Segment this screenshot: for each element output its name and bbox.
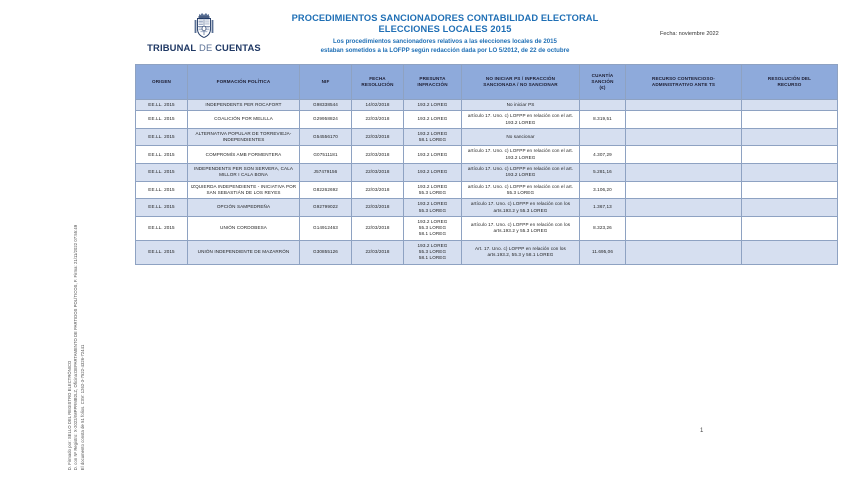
sanctions-table bbox=[135, 64, 838, 265]
cell-origen: EE.LL. 2015 bbox=[136, 146, 188, 164]
cell-formacion-politica: IZQUIERDA INDEPENDIENTE - INICIATIVA POR SAN SEBASTIÁN DE LOS REYES bbox=[188, 181, 300, 199]
cell-presunta-infraccion: 193.2 LOREG 55.3 LOREG bbox=[404, 181, 462, 199]
column-header-recurso-contencioso: RECURSO CONTENCIOSO- ADMINISTRATIVO ANTE TS bbox=[626, 65, 742, 100]
column-header-resolucion-recurso: RESOLUCIÓN DEL RECURSO bbox=[742, 65, 838, 100]
page-subtitle-line-1: Los procedimientos sancionadores relativos a las elecciones locales de 2015 bbox=[333, 38, 557, 46]
logo-word-de: DE bbox=[196, 42, 216, 53]
cell-fecha-resolucion: 22/03/2018 bbox=[352, 216, 404, 240]
cell-origen: EE.LL. 2015 bbox=[136, 128, 188, 146]
cell-fecha-resolucion: 22/03/2018 bbox=[352, 199, 404, 217]
cell-origen: EE.LL. 2015 bbox=[136, 164, 188, 182]
cell-no-iniciar-ps: No sancionar bbox=[462, 128, 580, 146]
registry-stamp-line-1: D. Firmado por: SELLO DEL REGISTRO ELECTRÓNICO bbox=[66, 360, 72, 470]
cell-recurso-contencioso bbox=[626, 146, 742, 164]
institution-logo-text bbox=[138, 42, 270, 53]
cell-fecha-resolucion: 22/03/2018 bbox=[352, 181, 404, 199]
cell-fecha-resolucion: 22/03/2018 bbox=[352, 128, 404, 146]
page-title-line-2: ELECCIONES LOCALES 2015 bbox=[378, 24, 512, 35]
cell-origen: EE.LL. 2015 bbox=[136, 199, 188, 217]
cell-fecha-resolucion: 22/03/2018 bbox=[352, 164, 404, 182]
cell-nif: G92799022 bbox=[300, 199, 352, 217]
cell-presunta-infraccion: 193.2 LOREG bbox=[404, 146, 462, 164]
cell-cuantia-sancion: 11.695,06 bbox=[580, 240, 626, 264]
cell-no-iniciar-ps: artículo 17. Uno. c) LOFPP en relación con el art. 193.2 LOREG bbox=[462, 146, 580, 164]
cell-no-iniciar-ps: artículo 17. Uno. c) LOFPP en relación con los arts.193.2 y 55.3 LOREG bbox=[462, 216, 580, 240]
cell-recurso-contencioso bbox=[626, 216, 742, 240]
table-row bbox=[136, 216, 838, 240]
cell-resolucion-recurso bbox=[742, 240, 838, 264]
cell-resolucion-recurso bbox=[742, 100, 838, 111]
cell-presunta-infraccion: 193.2 LOREG 55.3 LOREG bbox=[404, 199, 462, 217]
cell-fecha-resolucion: 22/03/2018 bbox=[352, 111, 404, 129]
cell-formacion-politica: UNIÓN INDEPENDIENTE DE MAZARRÓN bbox=[188, 240, 300, 264]
cell-cuantia-sancion: 4.307,29 bbox=[580, 146, 626, 164]
cell-cuantia-sancion: 8.323,26 bbox=[580, 216, 626, 240]
cell-nif: G54556170 bbox=[300, 128, 352, 146]
cell-resolucion-recurso bbox=[742, 111, 838, 129]
cell-presunta-infraccion: 193.2 LOREG 58.1 LOREG bbox=[404, 128, 462, 146]
cell-presunta-infraccion: 193.2 LOREG bbox=[404, 164, 462, 182]
cell-no-iniciar-ps: artículo 17. Uno. c) LOFPP en relación con los arts.193.2 y 55.3 LOREG bbox=[462, 199, 580, 217]
document-date: Fecha: noviembre 2022 bbox=[660, 31, 719, 37]
cell-formacion-politica: OPCIÓN SAMPEDREÑA bbox=[188, 199, 300, 217]
cell-presunta-infraccion: 193.2 LOREG bbox=[404, 111, 462, 129]
logo-word-cuentas: CUENTAS bbox=[215, 42, 261, 53]
institution-logo bbox=[138, 11, 270, 53]
cell-cuantia-sancion: 3.106,20 bbox=[580, 181, 626, 199]
registry-stamp-text bbox=[67, 10, 86, 470]
table-row bbox=[136, 100, 838, 111]
registry-stamp bbox=[0, 0, 120, 480]
page-number: 1 bbox=[700, 428, 704, 434]
cell-origen: EE.LL. 2015 bbox=[136, 111, 188, 129]
table-row bbox=[136, 199, 838, 217]
cell-fecha-resolucion: 14/02/2018 bbox=[352, 100, 404, 111]
cell-resolucion-recurso bbox=[742, 146, 838, 164]
cell-nif: G07511181 bbox=[300, 146, 352, 164]
cell-origen: EE.LL. 2015 bbox=[136, 216, 188, 240]
cell-no-iniciar-ps: Art. 17. Uno. c) LOFPP en relación con los arts.193.2, 55.3 y 58.1 LOREG bbox=[462, 240, 580, 264]
cell-cuantia-sancion: 8.319,51 bbox=[580, 111, 626, 129]
document-header bbox=[0, 0, 850, 62]
page-title bbox=[280, 13, 610, 55]
cell-resolucion-recurso bbox=[742, 164, 838, 182]
cell-formacion-politica: ALTERNATIVA POPULAR DE TORREVIEJA-INDEPENDIENTES bbox=[188, 128, 300, 146]
cell-formacion-politica: COALICIÓN POR MELILLA bbox=[188, 111, 300, 129]
cell-fecha-resolucion: 22/03/2018 bbox=[352, 146, 404, 164]
table-header-row bbox=[136, 65, 838, 100]
cell-formacion-politica: INDEPENDENTS PER ROCAFORT bbox=[188, 100, 300, 111]
table-row bbox=[136, 146, 838, 164]
cell-resolucion-recurso bbox=[742, 216, 838, 240]
cell-fecha-resolucion: 22/03/2018 bbox=[352, 240, 404, 264]
cell-no-iniciar-ps: No iniciar PS bbox=[462, 100, 580, 111]
cell-nif: G29958824 bbox=[300, 111, 352, 129]
table-header bbox=[136, 65, 838, 100]
column-header-nif: NIF bbox=[300, 65, 352, 100]
cell-recurso-contencioso bbox=[626, 240, 742, 264]
cell-cuantia-sancion bbox=[580, 100, 626, 111]
column-header-fecha-resolucion: FECHA RESOLUCIÓN bbox=[352, 65, 404, 100]
cell-resolucion-recurso bbox=[742, 181, 838, 199]
cell-nif: G30855126 bbox=[300, 240, 352, 264]
cell-resolucion-recurso bbox=[742, 128, 838, 146]
cell-no-iniciar-ps: artículo 17. Uno. c) LOFPP en relación con el art. 55.3 LOREG bbox=[462, 181, 580, 199]
registry-stamp-line-3: El documento consta de 51 folios. CSV: 1262-3-7522-4326-72441 bbox=[79, 344, 85, 470]
table-row bbox=[136, 240, 838, 264]
table-row bbox=[136, 111, 838, 129]
page-title-line-1: PROCEDIMIENTOS SANCIONADORES CONTABILIDAD ELECTORAL bbox=[291, 13, 599, 23]
cell-resolucion-recurso bbox=[742, 199, 838, 217]
table-body bbox=[136, 100, 838, 265]
cell-recurso-contencioso bbox=[626, 128, 742, 146]
spain-coat-of-arms-icon bbox=[191, 11, 217, 41]
column-header-cuantia-sancion: CUANTÍA SANCIÓN (€) bbox=[580, 65, 626, 100]
cell-no-iniciar-ps: artículo 17. Uno. c) LOFPP en relación con el art. 193.2 LOREG bbox=[462, 111, 580, 129]
cell-presunta-infraccion: 193.2 LOREG bbox=[404, 100, 462, 111]
cell-recurso-contencioso bbox=[626, 111, 742, 129]
cell-recurso-contencioso bbox=[626, 181, 742, 199]
logo-word-tribunal: TRIBUNAL bbox=[147, 42, 197, 53]
cell-recurso-contencioso bbox=[626, 164, 742, 182]
page-subtitle-line-2: estaban sometidos a la LOFPP según redacción dada por LO 5/2012, de 22 de octubre bbox=[320, 46, 570, 54]
cell-formacion-politica: UNIÓN CORDOBESA bbox=[188, 216, 300, 240]
cell-formacion-politica: INDEPENDENTS PER SON SERVERA, CALA MILLOR I CALA BONA bbox=[188, 164, 300, 182]
cell-cuantia-sancion: 1.367,13 bbox=[580, 199, 626, 217]
cell-recurso-contencioso bbox=[626, 100, 742, 111]
column-header-origen: ORIGEN bbox=[136, 65, 188, 100]
column-header-no-iniciar-ps: NO INICIAR PS / INFRACCIÓN SANCIONADA / NO SANCIONAR bbox=[462, 65, 580, 100]
cell-presunta-infraccion: 193.2 LOREG 55.3 LOREG 58.1 LOREG bbox=[404, 216, 462, 240]
cell-origen: EE.LL. 2015 bbox=[136, 181, 188, 199]
cell-recurso-contencioso bbox=[626, 199, 742, 217]
column-header-formacion-politica: FORMACIÓN POLÍTICA bbox=[188, 65, 300, 100]
table-row bbox=[136, 164, 838, 182]
cell-nif: G82262692 bbox=[300, 181, 352, 199]
sanctions-table-container bbox=[135, 64, 837, 265]
cell-origen: EE.LL. 2015 bbox=[136, 240, 188, 264]
cell-cuantia-sancion bbox=[580, 128, 626, 146]
cell-nif: G98338544 bbox=[300, 100, 352, 111]
cell-no-iniciar-ps: artículo 17. Uno. c) LOFPP en relación con el art. 193.2 LOREG bbox=[462, 164, 580, 182]
cell-origen: EE.LL. 2015 bbox=[136, 100, 188, 111]
cell-nif: G14912463 bbox=[300, 216, 352, 240]
table-row bbox=[136, 181, 838, 199]
registry-stamp-line-2: D. con Nº Registro: X-2022/IMPPRMB2LZ, Oficina:DEPARTAMENTO DE PARTIDOS POLÍTICOS, F. Firma: 21/11/2022 07:55:49 bbox=[73, 224, 79, 470]
cell-formacion-politica: COMPROMÍS AMB FORMENTERA bbox=[188, 146, 300, 164]
table-row bbox=[136, 128, 838, 146]
cell-nif: J57479156 bbox=[300, 164, 352, 182]
column-header-presunta-infraccion: PRESUNTA INFRACCIÓN bbox=[404, 65, 462, 100]
cell-cuantia-sancion: 5.281,16 bbox=[580, 164, 626, 182]
cell-presunta-infraccion: 193.2 LOREG 55.3 LOREG 58.1 LOREG bbox=[404, 240, 462, 264]
